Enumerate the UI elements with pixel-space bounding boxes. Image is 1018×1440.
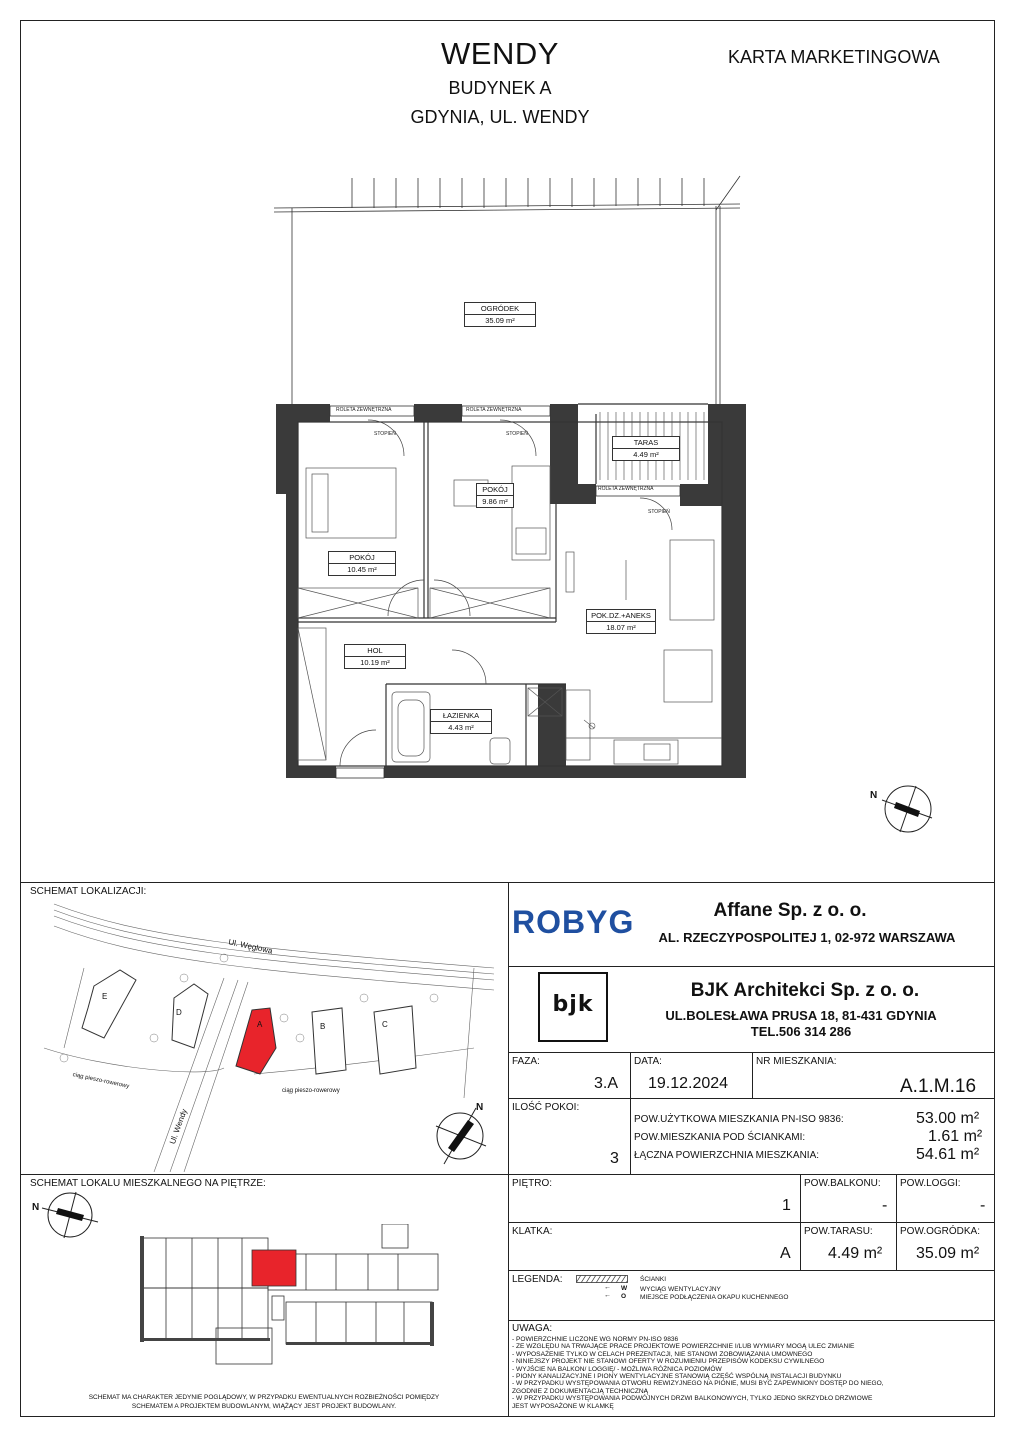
architect-address: UL.BOLESŁAWA PRUSA 18, 81-431 GDYNIA [665,1008,937,1023]
shutter-label-3: ROLETA ZEWNĘTRZNA [598,486,654,492]
note-item: - W PRZYPADKU WYSTĘPOWANIA PODWÓJNYCH DRZWI BALKONOWYCH, TYLKO JEDNO SKRZYDŁO DRZWIOWE [512,1395,873,1403]
room-tag-living: POK.DZ.+ANEKS 18.07 m² [586,609,656,634]
path-label-1: ciąg pieszo-rowerowy [72,1072,130,1090]
room-tag-room-2: POKÓJ 9.86 m² [476,483,514,508]
loggia-label: POW.LOGGI: [900,1178,961,1189]
note-item: - WYJŚCIE NA BALKON/ LOGGIĘ/ - MOŻLIWA RÓŻNICA POZIOMÓW [512,1365,722,1373]
pietro-label: PIĘTRO: [512,1178,553,1189]
pow-laczna-label: ŁĄCZNA POWIERZCHNIA MIESZKANIA: [634,1150,820,1161]
room-tag-bathroom: ŁAZIENKA 4.43 m² [430,709,492,734]
note-item: - W PRZYPADKU WYSTĘPOWANIA OTWORU REWIZYJNEGO NA PIONIE, MUSI BYĆ ZAPEWNIONY DOSTĘP DO NIEGO, [512,1380,884,1388]
building-label-c: C [382,1020,388,1029]
location-title: SCHEMAT LOKALIZACJI: [30,886,147,897]
pow-sc-value: 1.61 m² [928,1128,983,1145]
pietro-value: 1 [782,1197,791,1214]
faza-value: 3.A [594,1075,619,1092]
balkon-value: - [882,1197,888,1214]
pow-uz-label: POW.UŻYTKOWA MIESZKANIA PN-ISO 9836: [634,1114,844,1125]
floor-scheme-plan [136,1224,442,1370]
project-title: WENDY [441,36,559,71]
pow-uz-value: 53.00 m² [916,1110,980,1127]
notes-list [512,1336,884,1410]
divider-left-col [508,882,509,1417]
pow-laczna-value: 54.61 m² [916,1146,980,1163]
legend-o-arrow-icon: ← [604,1292,611,1299]
architect-name: BJK Architekci Sp. z o. o. [690,980,920,1001]
floor-scheme-compass-icon [40,1190,100,1240]
room-tag-hall: HOL 10.19 m² [344,644,406,669]
floor-scheme-footnote-2: SCHEMATEM A PROJEKTEM BUDOWLANYM, WIĄŻĄCY JEST PROJEKT BUDOWLANY. [131,1403,397,1410]
floor-plan [270,170,750,782]
building-label-a: A [257,1020,263,1029]
wall-hatch [584,720,595,729]
data-value: 19.12.2024 [648,1075,729,1092]
room-tag-garden: OGRÓDEK 35.09 m² [464,302,536,327]
note-item: JEST WYPOSAŻONE W KLAMKĘ [512,1402,614,1410]
pokoje-value: 3 [610,1150,619,1167]
robyg-logo: ROBYG [512,904,635,940]
nr-value: A.1.M.16 [900,1076,977,1097]
building-label-e: E [102,992,108,1001]
note-item: ZGODNIE Z DOKUMENTACJĄ TECHNICZNĄ [512,1387,649,1395]
floor-scheme-north-label: N [32,1202,40,1213]
legend-walls-text: ŚCIANKI [640,1276,667,1283]
notes-title: UWAGA: [512,1323,553,1334]
pow-sc-label: POW.MIESZKANIA POD ŚCIANKAMI: [634,1132,806,1143]
windows [330,406,680,778]
fence-posts [352,176,740,210]
pokoje-label: ILOŚĆ POKOI: [512,1102,580,1113]
bjk-logo: bjk [538,972,608,1042]
unit-highlight [252,1250,296,1286]
balkon-label: POW.BALKONU: [804,1178,881,1189]
legend-o-letter: O [621,1293,627,1300]
taras-value: 4.49 m² [828,1245,883,1262]
step-label-2: STOPIEŃ [506,431,528,437]
ogrodek-label: POW.OGRÓDKA: [900,1226,981,1237]
plan-north-label: N [870,790,878,801]
location-north-label: N [476,1102,484,1113]
floor-scheme-footnote-1: SCHEMAT MA CHARAKTER JEDYNIE POGLĄDOWY, W PRZYPADKU EWENTUALNYCH ROZBIEŻNOŚCI POMIĘDZY [88,1394,440,1401]
legend-walls-swatch [576,1275,628,1283]
taras-label: POW.TARASU: [804,1226,873,1237]
klatka-value: A [780,1245,791,1262]
location-compass-icon [432,1100,494,1166]
north-compass-icon [868,784,934,834]
note-item: - WYPOSAŻENIE TYLKO W CELACH PREZENTACJI, NIE STANOWI ZOBOWIĄZANIA UMOWNEGO [512,1350,813,1358]
note-item: - PIONY KANALIZACYJNE I PIONY WENTYLACYJNE STANOWIĄ CZĘŚĆ WSPÓLNĄ INSTALACJI BUDYNKU [512,1373,842,1381]
room-tag-room-1: POKÓJ 10.45 m² [328,551,396,576]
note-item: - ZE WZGLĘDU NA TRWAJĄCE PRACE PROJEKTOWE POWIERZCHNIE I/LUB WYMIARY MOGĄ ULEC ZMIANIE [512,1343,855,1351]
note-item: - POWIERZCHNIE LICZONE WG NORMY PN-ISO 9836 [512,1336,679,1343]
building-label-b: B [320,1022,326,1031]
street-top-label: Ul. Węglowa [227,937,274,956]
street-left-label: Ul. Wendy [167,1107,189,1146]
loggia-value: - [980,1197,986,1214]
developer-address: AL. RZECZYPOSPOLITEJ 1, 02-972 WARSZAWA [658,930,956,945]
architect-phone: TEL.506 314 286 [750,1024,852,1039]
shutter-label-1: ROLETA ZEWNĘTRZNA [336,407,392,413]
path-label-2: ciąg pieszo-rowerowy [282,1088,340,1094]
step-label-3: STOPIEŃ [648,509,670,515]
legend-w-arrow-icon: ← [604,1284,611,1291]
floor-scheme-title: SCHEMAT LOKALU MIESZKALNEGO NA PIĘTRZE: [30,1178,266,1189]
data-label: DATA: [634,1056,662,1067]
nr-label: NR MIESZKANIA: [756,1056,837,1067]
legend-w-text: WYCIĄG WENTYLACYJNY [640,1286,721,1293]
legend-w-letter: W [621,1285,628,1292]
shutter-label-2: ROLETA ZEWNĘTRZNA [466,407,522,413]
klatka-label: KLATKA: [512,1226,553,1237]
ogrodek-value: 35.09 m² [916,1245,980,1262]
room-tag-terrace: TARAS 4.49 m² [612,436,680,461]
card-type: KARTA MARKETINGOWA [728,47,940,67]
developer-name: Affane Sp. z o. o. [713,900,867,921]
building-a-highlight [236,1008,276,1074]
address-title: GDYNIA, UL. WENDY [410,107,590,127]
building-label-d: D [176,1008,182,1017]
legend-o-text: MIEJSCE PODŁĄCZENIA OKAPU KUCHENNEGO [640,1294,789,1301]
step-label-1: STOPIEŃ [374,431,396,437]
building-title: BUDYNEK A [448,78,552,98]
legend-title: LEGENDA: [512,1274,563,1285]
faza-label: FAZA: [512,1056,540,1067]
door-swings [340,420,672,766]
note-item: - NINIEJSZY PROJEKT NIE STANOWI OFERTY W ROZUMIENIU PRZEPISÓW KODEKSU CYWILNEGO [512,1358,825,1366]
